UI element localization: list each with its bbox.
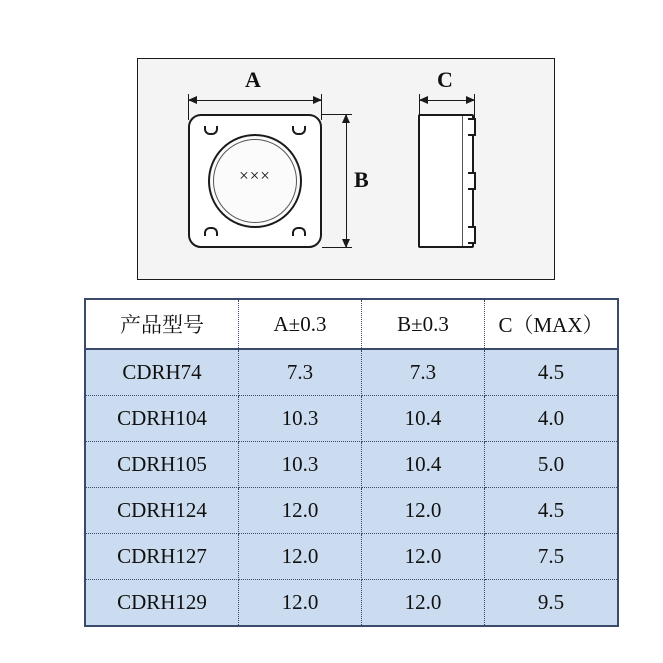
cell-model: CDRH127 [85,534,239,580]
cell-model: CDRH129 [85,580,239,627]
specification-table [84,298,619,627]
side-view-drawing [418,114,478,248]
component-drawing-panel [137,58,555,280]
cell-b: 10.4 [362,396,485,442]
cell-b: 10.4 [362,442,485,488]
dimension-arrow-a-left [188,96,197,104]
cell-model: CDRH74 [85,349,239,396]
cell-model: CDRH124 [85,488,239,534]
dimension-arrow-b-bottom [342,239,350,248]
dimension-label-c: C [437,67,453,92]
table-row [85,488,618,534]
cell-a: 10.3 [239,442,362,488]
cell-c: 4.0 [485,396,619,442]
table-row [85,534,618,580]
cell-b: 7.3 [362,349,485,396]
cell-c: 4.5 [485,488,619,534]
cell-c: 9.5 [485,580,619,627]
cell-a: 7.3 [239,349,362,396]
column-header-c: C（MAX） [485,299,619,349]
dimension-label-a: A [245,67,261,92]
dimension-arrow-a-right [313,96,322,104]
side-tab-bottom [468,226,476,244]
column-header-model: 产品型号 [85,299,239,349]
cell-c: 7.5 [485,534,619,580]
table-row [85,396,618,442]
notch-bottom-left [204,227,218,236]
cell-a: 10.3 [239,396,362,442]
cell-model: CDRH105 [85,442,239,488]
table-row [85,442,618,488]
cell-c: 4.5 [485,349,619,396]
dimension-arrow-c-right [466,96,475,104]
table-row [85,580,618,627]
side-tab-middle [468,172,476,190]
dimension-arrow-c-left [419,96,428,104]
column-header-a: A±0.3 [239,299,362,349]
dimension-line-a [188,100,322,101]
dimension-label-b: B [354,167,369,192]
table-header-row [85,299,618,349]
top-view-drawing [188,114,322,248]
cell-c: 5.0 [485,442,619,488]
cell-b: 12.0 [362,488,485,534]
cell-model: CDRH104 [85,396,239,442]
dimension-line-b [346,114,347,248]
cell-a: 12.0 [239,534,362,580]
column-header-b: B±0.3 [362,299,485,349]
side-tab-top [468,118,476,136]
notch-bottom-right [292,227,306,236]
cell-b: 12.0 [362,534,485,580]
side-view-outline [418,114,474,248]
dimension-arrow-b-top [342,114,350,123]
side-view-inner-line [462,116,463,246]
coil-marking-text: ××× [239,166,271,185]
cell-a: 12.0 [239,580,362,627]
cell-b: 12.0 [362,580,485,627]
cell-a: 12.0 [239,488,362,534]
table-row [85,349,618,396]
